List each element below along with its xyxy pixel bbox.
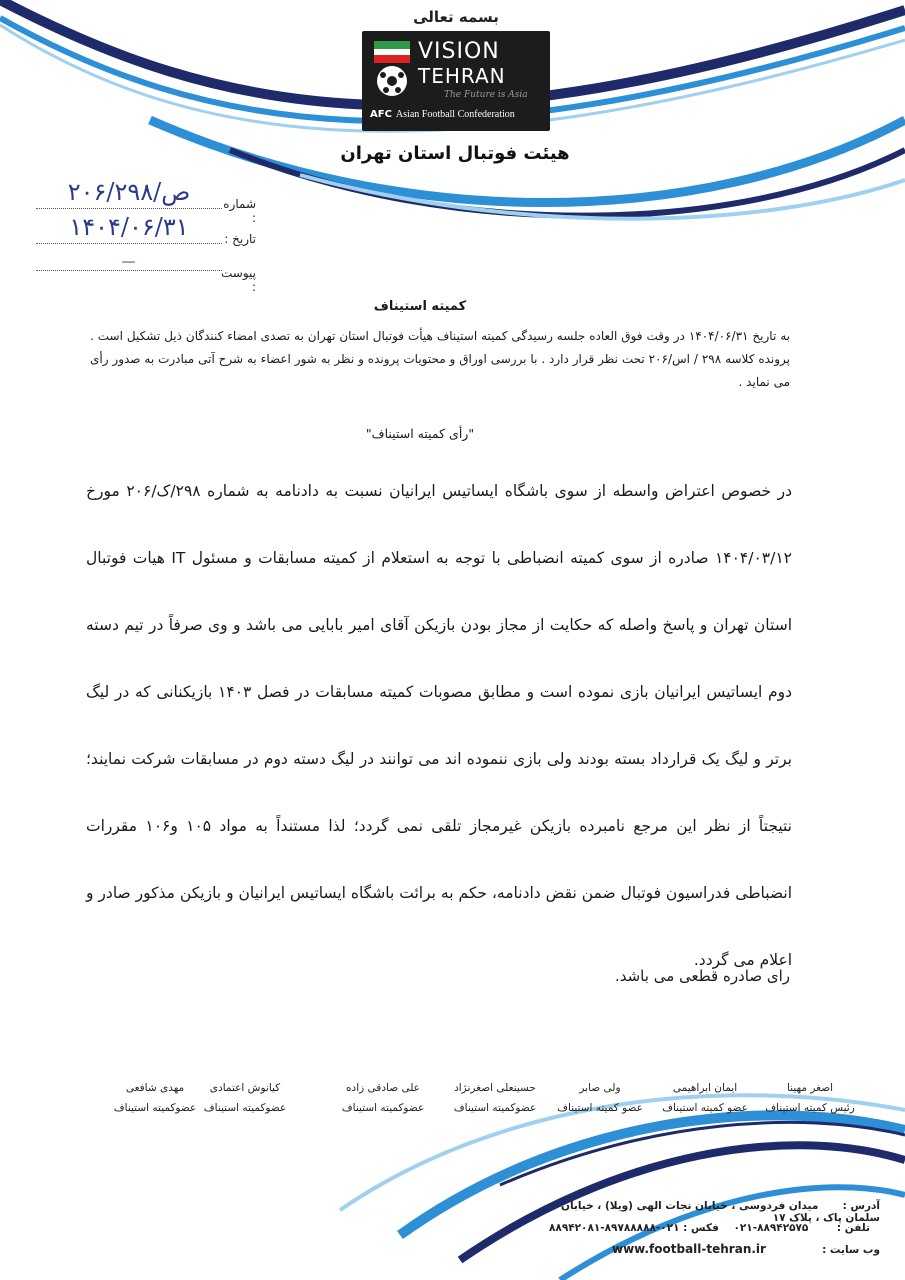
signer-role: عضوکمیته استیناف xyxy=(203,1102,287,1114)
signer-role: عضوکمیته استیناف xyxy=(453,1102,537,1114)
organization-name: هیئت فوتبال استان تهران xyxy=(340,143,570,164)
web-label: وب سایت : xyxy=(822,1244,880,1256)
intro-paragraph: به تاریخ ۱۴۰۴/۰۶/۳۱ در وقت فوق العاده جلسه رسیدگی کمیته استیناف هیأت فوتبال استان تهران به تصدی امضاء کنندگان ذیل تشکیل است . پرونده کلاسه ۲۹۸ / اس/۲۰۶ تحت نظر قرار دارد . با بررسی اوراق و محتویات پرونده و نظر به شور اعضاء به شرح آتی مبادرت به صدور رأی می نماید . xyxy=(90,329,791,389)
fax-number: ۰۲۱-۸۹۷۸۸۸۸۸-۸۸۹۴۲۰۸۱ xyxy=(549,1222,680,1234)
signature-block xyxy=(755,1078,865,1118)
verdict-body: در خصوص اعتراض واسطه از سوی باشگاه ایساتیس ایرانیان نسبت به دادنامه به شماره ۲۹۸/ک/۲۰۶ مورخ ۱۴۰۴/۰۳/۱۲ صادره از سوی کمیته انضباطی با توجه به استعلام از کمیته مسابقات و مسئول IT هیات فوتبال استان تهران و پاسخ واصله که حکایت از مجاز بودن بازیکن آقای امیر بابایی می باشد و وی صرفاً در تیم دسته دوم ایساتیس ایرانیان بازی نموده است و مطابق مصوبات کمیته مسابقات در فصل ۱۴۰۳ بازیکنانی که در لیگ برتر و لیگ یک قرارداد بسته بودند ولی بازی ننموده اند می توانند در لیگ دسته دوم در مسابقات شرکت نمایند؛ نتیجتاً از نظر این مرجع نامبرده بازیکن غیرمجاز تلقی نمی گردد؛ لذا مستنداً به مواد ۱۰۵ و۱۰۶ مقررات انضباطی فدراسیون فوتبال ضمن نقض دادنامه، حکم به برائت باشگاه ایساتیس ایرانیان و بازیکن مذکور صادر و اعلام می گردد. xyxy=(86,482,793,969)
vision-tehran-logo xyxy=(362,31,550,131)
signer-name: مهدی شافعی xyxy=(125,1082,185,1094)
phone-label: تلفن : xyxy=(836,1222,870,1234)
signature-block xyxy=(440,1078,550,1118)
date-line xyxy=(36,243,222,244)
final-statement: رای صادره قطعی می باشد. xyxy=(614,967,790,985)
signer-name: ایمان ابراهیمی xyxy=(672,1082,738,1094)
signer-role: عضو کمیته استیناف xyxy=(662,1102,748,1114)
footer-address xyxy=(560,1200,880,1224)
website-link[interactable]: www.football-tehran.ir xyxy=(612,1242,766,1256)
attachment-value: — xyxy=(121,254,139,270)
signer-name: ولی صابر xyxy=(579,1082,621,1094)
verdict-title: "رأی کمیته استیناف" xyxy=(365,426,475,441)
number-label: شماره : xyxy=(223,197,256,225)
attachment-label: پیوست : xyxy=(221,266,256,294)
signer-name: علی صادقی زاده xyxy=(346,1082,420,1094)
signature-block xyxy=(545,1078,655,1118)
signature-block xyxy=(650,1078,760,1118)
letter-number-handwritten: ۲۰۶/ص/۲۹۸ xyxy=(67,178,191,206)
date-label: تاریخ : xyxy=(224,232,256,246)
letter-date-handwritten: ۱۴۰۴/۰۶/۳۱ xyxy=(69,213,189,241)
basmala-heading: بسمه تعالی xyxy=(413,8,499,26)
address-label: آدرس : xyxy=(842,1200,880,1212)
afc-badge xyxy=(370,109,515,120)
attachment-line xyxy=(36,270,222,271)
signer-name: حسینعلی اصغرنژاد xyxy=(454,1082,536,1094)
number-line xyxy=(36,208,222,209)
phone-number: ۰۲۱-۸۸۹۴۲۵۷۵ xyxy=(733,1222,809,1234)
afc-text: Asian Football Confederation xyxy=(395,109,515,120)
signer-name: اصغر مهینا xyxy=(786,1082,834,1094)
footer-contact xyxy=(540,1222,870,1234)
signer-role: عضو کمیته استیناف xyxy=(557,1102,643,1114)
signer-role: رئیس کمیته استیناف xyxy=(765,1102,855,1114)
signer-name: کیانوش اعتمادی xyxy=(209,1082,281,1094)
logo-tagline: The Future is Asia xyxy=(444,90,528,100)
afc-mark: AFC xyxy=(370,109,392,120)
fax-label: فکس : xyxy=(683,1222,719,1234)
signer-role: عضوکمیته استیناف xyxy=(341,1102,425,1114)
committee-title: کمیته استیناف xyxy=(373,299,467,314)
signature-block xyxy=(328,1078,438,1118)
football-federation-emblem-icon xyxy=(372,39,412,101)
logo-tehran-text: TEHRAN xyxy=(418,64,506,88)
logo-vision-text: VISION xyxy=(418,39,500,64)
signature-block xyxy=(100,1078,210,1118)
address-text: میدان فردوسی ، خیابان نجات الهی (ویلا) ، خیابان سلمان پاک ، پلاک ۱۷ xyxy=(561,1200,880,1224)
signer-role: عضوکمیته استیناف xyxy=(113,1102,197,1114)
